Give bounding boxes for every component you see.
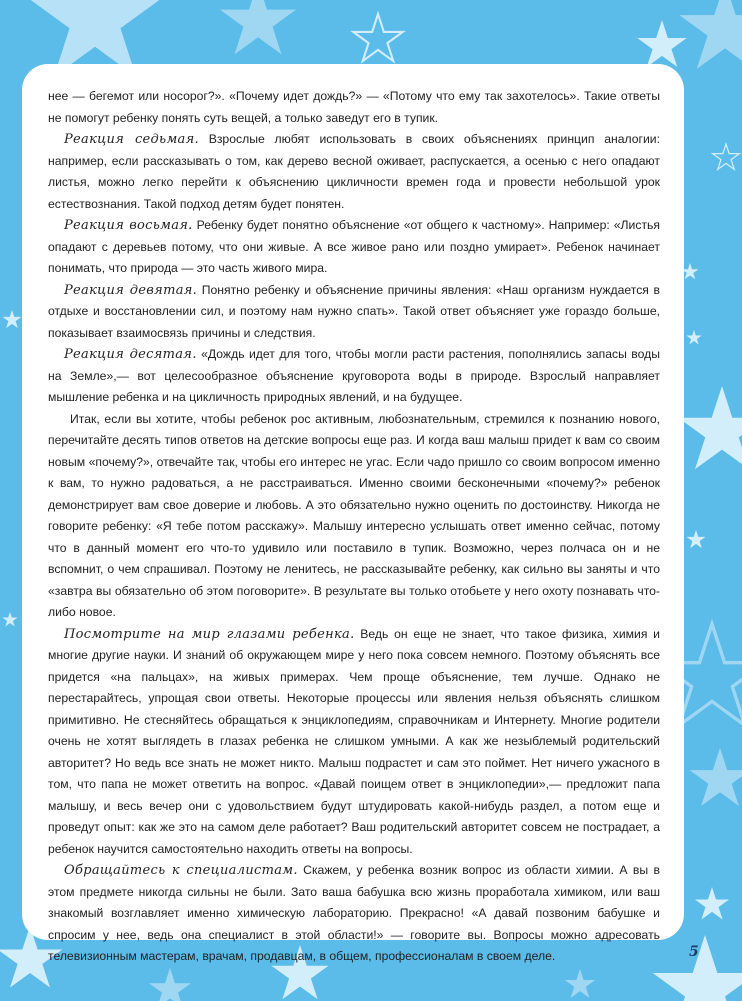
star-icon — [2, 310, 21, 328]
star-icon — [681, 263, 698, 279]
paragraph-text: Ребенку будет понятно объяснение «от общего к частному». Например: «Листья опадают с деревьев потому, что они живые. А все живое рано или поздно умирает». Ребенок начинает понимать, что природа — это часть живого мира. — [48, 218, 660, 275]
star-icon — [565, 969, 595, 998]
paragraph-specialists — [48, 860, 660, 968]
paragraph-text: нее — бегемот или носорог?». «Почему идет дождь?» — «Потому что ему так захотелось». Такие ответы не помогут ребенку понять суть вещей, а только заведут его в тупик. — [48, 89, 660, 125]
paragraph-reaction-7 — [48, 129, 660, 215]
star-icon — [686, 530, 705, 548]
section-heading: Обращайтесь к специалистам. — [64, 863, 298, 878]
star-icon — [678, 386, 742, 469]
paragraph-text: Итак, если вы хотите, чтобы ребенок рос активным, любознательным, стремился к познанию нового, перечитайте десять типов ответов на детские вопросы еще раз. И когда ваш малыш придет к вам со своим новым «почему?», отвечайте так, чтобы его интерес не угас. Если чадо пришло со своим вопросом именно к вам, то нужно радоваться, а не расстраиваться. Именно своими бесконечными «почему?» ребенок демонстрирует вам свое доверие и любовь. А это обязательно нужно оценить по достоинству. Никогда не говорите ребенку: «Я тебе потом расскажу». Малышу интересно услышать ответ именно сейчас, потому что в данный момент его что-то удивило или поставило в тупик. Возможно, через полчаса он и не вспомнит, о чем спрашивал. Поэтому не ленитесь, не рассказывайте ребенку, как сильно вы заняты и что «завтра вы обязательно об этом поговорите». В результате вы только отобьете у него охоту познавать что-либо новое. — [48, 411, 660, 619]
paragraph-reaction-9 — [48, 280, 660, 345]
paragraph-text: Понятно ребенку и объяснение причины явления: «Наш организм нуждается в отдыхе и восстановлении сил, и поэтому нам нужно спать». Такой ответ объясняет уже гораздо больше, показывает взаимосвязь причины и следствия. — [48, 282, 660, 340]
paragraph-text: Взрослые любят использовать в своих объяснениях принцип аналогии: например, если рассказывать о том, как дерево весной оживает, распускается, а осенью с него опадают листья, можно легко перейти к объяснению цикличности времен года и провести небольшой урок естествознания. Такой подход детям будет понятен. — [48, 132, 660, 211]
star-icon — [2, 612, 17, 626]
section-heading: Реакция седьмая. — [64, 132, 199, 147]
star-icon — [695, 887, 729, 920]
page-number: 5 — [689, 944, 699, 960]
section-heading: Реакция десятая. — [64, 347, 197, 362]
section-heading: Посмотрите на мир глазами ребенка. — [64, 626, 355, 642]
star-icon — [220, 0, 296, 54]
star-icon — [679, 0, 742, 69]
text-page — [22, 64, 684, 963]
star-icon — [686, 330, 701, 344]
paragraph-text: Скажем, у ребенка возник вопрос из области химии. А вы в этом предмете никогда сильны не были. Зато ваша бабушка всю жизнь проработала химиком, или ваш знакомый возглавляет именно химическую лабораторию. Прекрасно! «А давай позвоним бабушке и спросим у нее, ведь она специалист в этой области!» — говорите вы. Вопросы можно адресовать телевизионным мастерам, врачам, продавцам, в общем, профессионалам в своем деле. — [48, 863, 660, 963]
paragraph-intro — [48, 86, 660, 129]
section-heading: Реакция восьмая. — [64, 218, 193, 233]
paragraph-reaction-8 — [48, 215, 660, 280]
paragraph-text: «Дождь идет для того, чтобы могли расти растения, пополнялись запасы воды на Земле»,— вот целесообразное объяснение круговорота воды в природе. Взрослый направляет мышление ребенка и на цикличность природных явлений, и на будущее. — [48, 347, 661, 404]
paragraph-text: Ведь он еще не знает, что такое физика, химия и многие другие науки. И знаний об окружающем мире у него пока совсем немного. Поэтому объяснять все придется «на пальцах», на живых примерах. Чем проще объяснение, тем лучше. Однако не перестарайтесь, упрощая свои ответы. Некоторые процессы или явления нельзя объяснять слишком примитивно. Не стесняйтесь обращаться к энциклопедиям, справочникам и Интернету. Многие родители очень не хотят выглядеть в глазах ребенка не слишком умными. А как же незыблемый родительский авторитет? Но ведь все знать не может никто. Малыш подрастет и сам это поймет. Нет ничего ужасного в том, что папа не может ответить на вопрос. «Давай поищем ответ в энциклопедии»,— предложит папа малышу, и весь вечер они с удовольствием будут штудировать какой-нибудь раздел, а потом еще и проведут опыт: как же это на самом деле работает? Ваш родительский авторитет совсем не пострадает, а ребенок научится самостоятельно находить ответы на вопросы. — [48, 626, 660, 856]
paragraph-summary — [48, 409, 660, 624]
star-icon — [149, 968, 191, 1001]
paragraph-child-eyes — [48, 624, 660, 861]
star-icon — [713, 144, 740, 169]
star-icon — [690, 748, 742, 806]
star-icon — [353, 14, 402, 61]
section-heading: Реакция девятая. — [64, 282, 198, 298]
paragraph-reaction-10 — [48, 344, 660, 409]
star-icon — [637, 20, 686, 67]
